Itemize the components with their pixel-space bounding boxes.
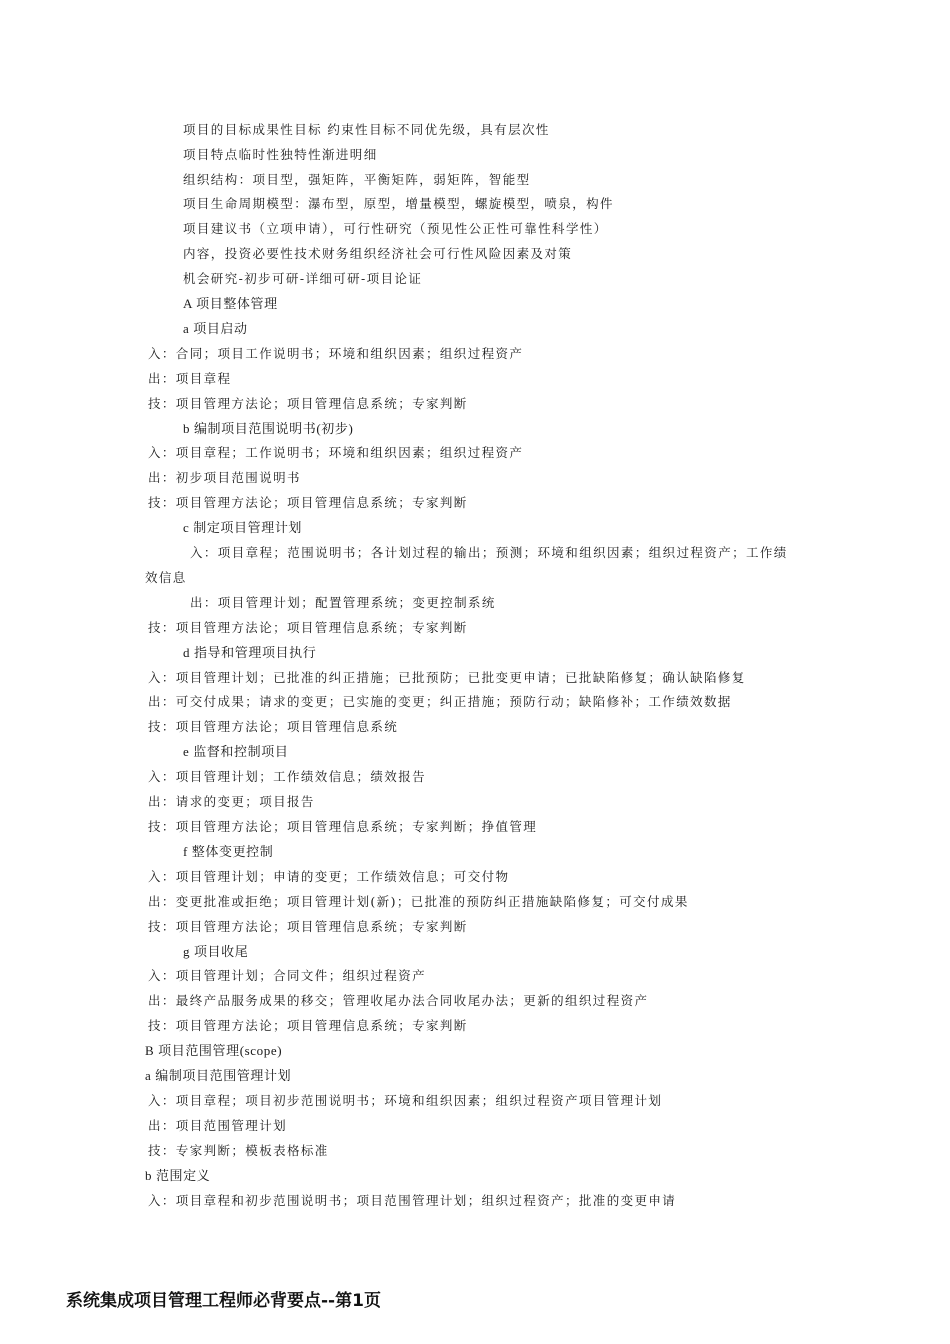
- page-footer: 系统集成项目管理工程师必背要点--第1页: [66, 1291, 381, 1311]
- text-line: g 项目收尾: [183, 944, 249, 959]
- text-line: 技：项目管理方法论；项目管理信息系统；专家判断: [148, 495, 468, 510]
- text-line: 入：项目管理计划；已批准的纠正措施；已批预防；已批变更申请；已批缺陷修复；确认缺陷修复: [148, 670, 746, 685]
- text-line: 入：合同；项目工作说明书；环境和组织因素；组织过程资产: [148, 346, 524, 361]
- text-line: b 编制项目范围说明书(初步): [183, 421, 354, 436]
- text-line: 技：项目管理方法论；项目管理信息系统；专家判断: [148, 396, 468, 411]
- text-line: a 编制项目范围管理计划: [145, 1068, 292, 1083]
- text-line: 技：项目管理方法论；项目管理信息系统；专家判断: [148, 620, 468, 635]
- text-line: 项目的目标成果性目标 约束性目标不同优先级，具有层次性: [183, 122, 550, 137]
- text-line: 技：专家判断；模板表格标准: [148, 1143, 329, 1158]
- text-line: 技：项目管理方法论；项目管理信息系统: [148, 719, 399, 734]
- text-line: B 项目范围管理(scope): [145, 1043, 283, 1058]
- text-line: 出：变更批准或拒绝；项目管理计划(新)；已批准的预防纠正措施缺陷修复；可交付成果: [148, 894, 689, 909]
- text-line: 技：项目管理方法论；项目管理信息系统；专家判断: [148, 1018, 468, 1033]
- text-line: 出：项目范围管理计划: [148, 1118, 288, 1133]
- text-line: 入：项目管理计划；工作绩效信息；绩效报告: [148, 769, 427, 784]
- text-line: d 指导和管理项目执行: [183, 645, 317, 660]
- text-line: A 项目整体管理: [183, 296, 278, 311]
- text-line: 出：项目章程: [148, 371, 232, 386]
- text-line: 入：项目章程；范围说明书；各计划过程的输出；预测；环境和组织因素；组织过程资产；工作绩: [190, 545, 788, 560]
- text-line: 出：项目管理计划；配置管理系统；变更控制系统: [190, 595, 496, 610]
- text-line: 入：项目章程；项目初步范围说明书；环境和组织因素；组织过程资产项目管理计划: [148, 1093, 663, 1108]
- text-line: 项目特点临时性独特性渐进明细: [183, 147, 378, 162]
- text-line: 效信息: [145, 570, 187, 585]
- text-line: 组织结构：项目型，强矩阵，平衡矩阵，弱矩阵，智能型: [183, 172, 531, 187]
- text-line: 出：最终产品服务成果的移交；管理收尾办法合同收尾办法；更新的组织过程资产: [148, 993, 649, 1008]
- text-line: 内容，投资必要性技术财务组织经济社会可行性风险因素及对策: [183, 246, 573, 261]
- text-line: 出：可交付成果；请求的变更；已实施的变更；纠正措施；预防行动；缺陷修补；工作绩效数据: [148, 694, 732, 709]
- text-line: 入：项目章程；工作说明书；环境和组织因素；组织过程资产: [148, 445, 524, 460]
- text-line: 项目建议书（立项申请），可行性研究（预见性公正性可靠性科学性）: [183, 221, 608, 236]
- text-line: 机会研究-初步可研-详细可研-项目论证: [183, 271, 423, 286]
- text-line: a 项目启动: [183, 321, 248, 336]
- text-line: e 监督和控制项目: [183, 744, 289, 759]
- text-line: 入：项目章程和初步范围说明书；项目范围管理计划；组织过程资产；批准的变更申请: [148, 1193, 677, 1208]
- text-line: f 整体变更控制: [183, 844, 274, 859]
- text-line: c 制定项目管理计划: [183, 520, 303, 535]
- text-line: 入：项目管理计划；申请的变更；工作绩效信息；可交付物: [148, 869, 510, 884]
- text-line: 技：项目管理方法论；项目管理信息系统；专家判断；挣值管理: [148, 819, 538, 834]
- text-line: 出：初步项目范围说明书: [148, 470, 301, 485]
- text-line: b 范围定义: [145, 1168, 211, 1183]
- text-line: 技：项目管理方法论；项目管理信息系统；专家判断: [148, 919, 468, 934]
- text-line: 入：项目管理计划；合同文件；组织过程资产: [148, 968, 427, 983]
- text-line: 出：请求的变更；项目报告: [148, 794, 315, 809]
- text-line: 项目生命周期模型：瀑布型，原型，增量模型，螺旋模型，喷泉，构件: [183, 196, 614, 211]
